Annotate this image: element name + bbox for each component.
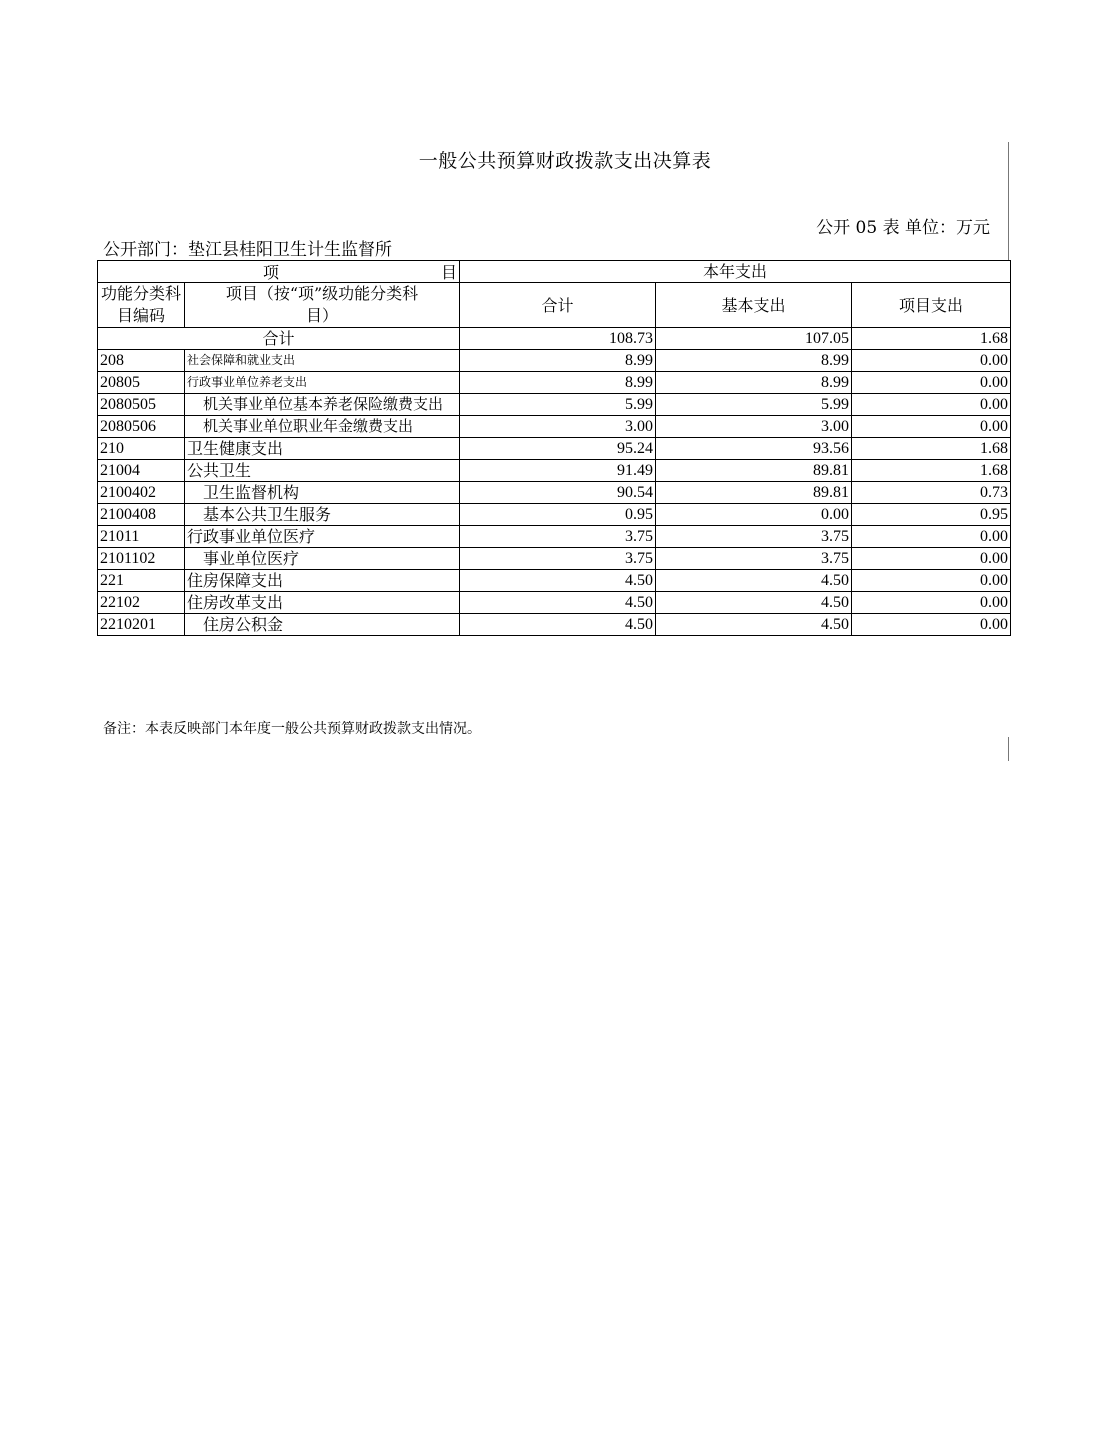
row-name: 机关事业单位职业年金缴费支出 bbox=[185, 416, 460, 438]
row-basic: 4.50 bbox=[656, 570, 852, 592]
row-basic: 8.99 bbox=[656, 350, 852, 372]
row-total: 4.50 bbox=[460, 570, 656, 592]
table-row bbox=[98, 548, 1011, 570]
header-current-year: 本年支出 bbox=[460, 261, 1011, 283]
row-project: 0.00 bbox=[852, 350, 1011, 372]
table-row bbox=[98, 372, 1011, 394]
row-project: 0.00 bbox=[852, 526, 1011, 548]
table-row bbox=[98, 460, 1011, 482]
table-row bbox=[98, 350, 1011, 372]
table-row bbox=[98, 416, 1011, 438]
row-basic: 4.50 bbox=[656, 614, 852, 636]
row-code: 2210201 bbox=[98, 614, 185, 636]
row-name: 行政事业单位医疗 bbox=[185, 526, 460, 548]
table-row bbox=[98, 614, 1011, 636]
row-total: 8.99 bbox=[460, 350, 656, 372]
row-basic: 93.56 bbox=[656, 438, 852, 460]
total-row bbox=[98, 328, 1011, 350]
department-label: 公开部门：垫江县桂阳卫生计生监督所 bbox=[103, 240, 392, 260]
row-name: 机关事业单位基本养老保险缴费支出 bbox=[185, 394, 460, 416]
row-total: 4.50 bbox=[460, 592, 656, 614]
row-code: 2100402 bbox=[98, 482, 185, 504]
table-row bbox=[98, 592, 1011, 614]
row-name: 住房公积金 bbox=[185, 614, 460, 636]
total-sum: 108.73 bbox=[460, 328, 656, 350]
row-project: 0.00 bbox=[852, 614, 1011, 636]
row-project: 0.95 bbox=[852, 504, 1011, 526]
row-total: 8.99 bbox=[460, 372, 656, 394]
row-code: 2100408 bbox=[98, 504, 185, 526]
total-basic: 107.05 bbox=[656, 328, 852, 350]
table-row bbox=[98, 482, 1011, 504]
footnote: 备注：本表反映部门本年度一般公共预算财政拨款支出情况。 bbox=[103, 721, 481, 737]
row-name: 基本公共卫生服务 bbox=[185, 504, 460, 526]
row-basic: 3.00 bbox=[656, 416, 852, 438]
row-project: 1.68 bbox=[852, 460, 1011, 482]
row-total: 4.50 bbox=[460, 614, 656, 636]
row-project: 0.00 bbox=[852, 592, 1011, 614]
row-name: 卫生健康支出 bbox=[185, 438, 460, 460]
row-basic: 8.99 bbox=[656, 372, 852, 394]
row-code: 21011 bbox=[98, 526, 185, 548]
row-project: 0.73 bbox=[852, 482, 1011, 504]
row-total: 3.00 bbox=[460, 416, 656, 438]
row-total: 5.99 bbox=[460, 394, 656, 416]
header-name-col: 项目（按“项”级功能分类科目） bbox=[185, 283, 460, 328]
row-name: 住房保障支出 bbox=[185, 570, 460, 592]
header-code-col: 功能分类科目编码 bbox=[98, 283, 185, 328]
row-code: 208 bbox=[98, 350, 185, 372]
header-row-sub bbox=[98, 283, 1011, 328]
header-item-left: 项 bbox=[263, 263, 280, 282]
sheet-info: 公开 05 表 单位：万元 bbox=[816, 218, 990, 238]
row-total: 95.24 bbox=[460, 438, 656, 460]
row-name: 事业单位医疗 bbox=[185, 548, 460, 570]
row-code: 21004 bbox=[98, 460, 185, 482]
row-code: 2080506 bbox=[98, 416, 185, 438]
header-basic-col: 基本支出 bbox=[656, 283, 852, 328]
row-code: 2080505 bbox=[98, 394, 185, 416]
row-name: 卫生监督机构 bbox=[185, 482, 460, 504]
total-label: 合计 bbox=[98, 328, 460, 350]
row-name: 社会保障和就业支出 bbox=[185, 350, 460, 372]
row-project: 0.00 bbox=[852, 372, 1011, 394]
table-row bbox=[98, 394, 1011, 416]
table-row bbox=[98, 438, 1011, 460]
expenditure-table bbox=[97, 260, 1011, 636]
page-title: 一般公共预算财政拨款支出决算表 bbox=[418, 150, 712, 172]
row-name: 住房改革支出 bbox=[185, 592, 460, 614]
total-project: 1.68 bbox=[852, 328, 1011, 350]
row-basic: 3.75 bbox=[656, 526, 852, 548]
row-project: 0.00 bbox=[852, 548, 1011, 570]
row-basic: 89.81 bbox=[656, 460, 852, 482]
row-total: 3.75 bbox=[460, 526, 656, 548]
row-code: 210 bbox=[98, 438, 185, 460]
row-code: 20805 bbox=[98, 372, 185, 394]
row-total: 3.75 bbox=[460, 548, 656, 570]
header-row-top bbox=[98, 261, 1011, 283]
row-code: 221 bbox=[98, 570, 185, 592]
row-basic: 89.81 bbox=[656, 482, 852, 504]
page-border-line bbox=[1008, 737, 1009, 761]
row-code: 2101102 bbox=[98, 548, 185, 570]
row-name: 公共卫生 bbox=[185, 460, 460, 482]
row-project: 0.00 bbox=[852, 570, 1011, 592]
row-project: 1.68 bbox=[852, 438, 1011, 460]
header-item-right: 目 bbox=[440, 263, 457, 282]
row-code: 22102 bbox=[98, 592, 185, 614]
row-basic: 4.50 bbox=[656, 592, 852, 614]
row-total: 0.95 bbox=[460, 504, 656, 526]
header-project-col: 项目支出 bbox=[852, 283, 1011, 328]
row-basic: 3.75 bbox=[656, 548, 852, 570]
header-total-col: 合计 bbox=[460, 283, 656, 328]
row-basic: 0.00 bbox=[656, 504, 852, 526]
row-total: 90.54 bbox=[460, 482, 656, 504]
row-project: 0.00 bbox=[852, 416, 1011, 438]
row-project: 0.00 bbox=[852, 394, 1011, 416]
header-item-cell bbox=[98, 261, 460, 283]
table-row bbox=[98, 526, 1011, 548]
page-border-line bbox=[1008, 142, 1009, 260]
table-row bbox=[98, 504, 1011, 526]
row-name: 行政事业单位养老支出 bbox=[185, 372, 460, 394]
row-basic: 5.99 bbox=[656, 394, 852, 416]
table-row bbox=[98, 570, 1011, 592]
row-total: 91.49 bbox=[460, 460, 656, 482]
